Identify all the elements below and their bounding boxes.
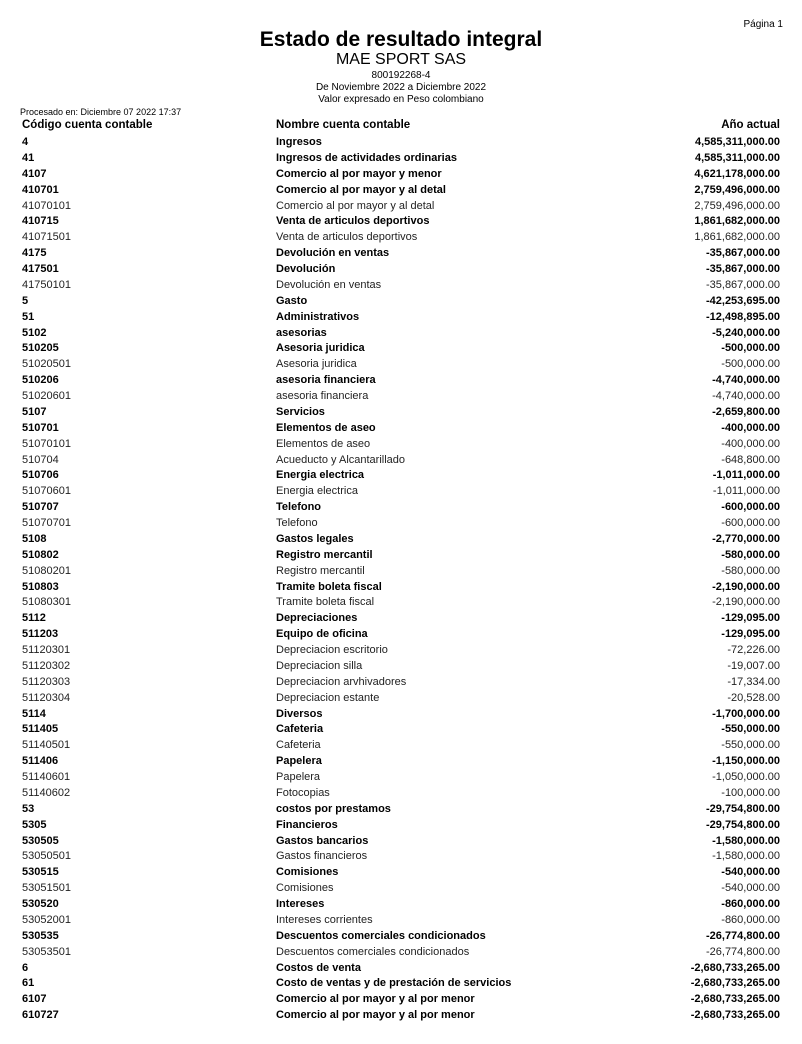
account-name: Telefono — [276, 501, 322, 514]
account-code: 51140602 — [22, 786, 71, 799]
table-row — [0, 691, 802, 707]
table-row — [0, 738, 802, 754]
table-row — [0, 548, 802, 564]
account-code: 510803 — [22, 580, 59, 593]
account-value: -1,700,000.00 — [712, 707, 780, 720]
table-row — [0, 532, 802, 548]
table-row — [0, 722, 802, 738]
account-name: Comisiones — [276, 866, 339, 879]
table-row — [0, 770, 802, 786]
account-name: Comercio al por mayor y menor — [276, 167, 442, 180]
account-name: Tramite boleta fiscal — [276, 596, 375, 609]
account-name: Descuentos comerciales condicionados — [276, 945, 470, 958]
table-header — [0, 119, 802, 135]
account-name: asesoria financiera — [276, 390, 369, 402]
account-name: Elementos de aseo — [276, 437, 371, 450]
account-name: Intereses — [276, 898, 325, 910]
table-row — [0, 357, 802, 373]
account-name: Elementos de aseo — [276, 421, 376, 434]
table-row — [0, 421, 802, 437]
account-value: -29,754,800.00 — [705, 802, 780, 815]
account-code: 5107 — [22, 405, 47, 418]
account-name: Cafeteria — [276, 739, 321, 752]
account-code: 5102 — [22, 326, 47, 339]
account-code: 510706 — [22, 469, 59, 482]
account-code: 5305 — [22, 818, 47, 831]
account-code: 41750101 — [22, 278, 71, 291]
account-value: -35,867,000.00 — [705, 247, 780, 260]
account-value: -580,000.00 — [721, 564, 780, 577]
account-code: 510707 — [22, 501, 59, 514]
account-name: Costo de ventas y de prestación de servicios — [276, 977, 512, 990]
account-code: 51070701 — [22, 517, 71, 529]
table-row — [0, 754, 802, 770]
account-code: 510802 — [22, 548, 59, 561]
account-name: asesorias — [276, 326, 327, 339]
account-name: Telefono — [276, 517, 318, 529]
account-name: Administrativos — [276, 310, 360, 323]
account-value: -2,190,000.00 — [712, 580, 780, 593]
account-name: Registro mercantil — [276, 564, 365, 577]
account-value: -35,867,000.00 — [705, 263, 780, 275]
company-name: MAE SPORT SAS — [335, 51, 467, 68]
account-value: -2,770,000.00 — [712, 532, 780, 545]
table-row — [0, 326, 802, 342]
table-row — [0, 151, 802, 167]
account-name: Comercio al por mayor y al por menor — [276, 993, 475, 1006]
report-title: Estado de resultado integral — [259, 28, 543, 51]
account-code: 510205 — [22, 342, 59, 355]
page-number: Página 1 — [743, 19, 783, 30]
table-row — [0, 1008, 802, 1024]
account-code: 417501 — [22, 263, 59, 275]
account-name: Gastos financieros — [276, 850, 368, 863]
table-row — [0, 897, 802, 913]
account-value: -2,680,733,265.00 — [690, 977, 780, 990]
table-row — [0, 453, 802, 469]
table-row — [0, 516, 802, 532]
account-value: -20,528.00 — [727, 691, 780, 704]
table-row — [0, 389, 802, 405]
account-name: Acueducto y Alcantarillado — [276, 453, 406, 466]
account-value: -540,000.00 — [721, 866, 780, 879]
column-header-name: Nombre cuenta contable — [276, 119, 411, 131]
account-value: -129,095.00 — [721, 612, 780, 625]
account-value: -4,740,000.00 — [712, 390, 780, 402]
column-header-value: Año actual — [721, 119, 780, 131]
account-value: -400,000.00 — [721, 437, 780, 450]
account-code: 51020601 — [22, 390, 71, 402]
account-code: 530535 — [22, 929, 59, 942]
account-code: 510704 — [22, 453, 59, 466]
table-row — [0, 611, 802, 627]
account-name: Depreciaciones — [276, 612, 358, 625]
account-name: Devolución en ventas — [276, 247, 390, 260]
table-row — [0, 294, 802, 310]
account-code: 53053501 — [22, 945, 71, 958]
account-code: 51 — [22, 310, 35, 323]
account-name: Venta de articulos deportivos — [276, 231, 418, 244]
table-row — [0, 468, 802, 484]
account-value: 4,585,311,000.00 — [694, 136, 780, 148]
account-code: 51120304 — [22, 691, 71, 704]
account-code: 53 — [22, 802, 35, 815]
account-value: -29,754,800.00 — [705, 818, 780, 831]
account-code: 511406 — [22, 755, 59, 768]
table-row — [0, 230, 802, 246]
table-row — [0, 278, 802, 294]
account-name: Depreciacion estante — [276, 691, 380, 704]
company-nit: 800192268-4 — [371, 70, 431, 81]
account-value: -5,240,000.00 — [712, 326, 780, 339]
account-value: -2,680,733,265.00 — [690, 1009, 780, 1022]
account-code: 5112 — [22, 612, 46, 625]
account-code: 510206 — [22, 374, 59, 387]
account-name: Comercio al por mayor y al por menor — [276, 1009, 475, 1022]
account-value: -2,190,000.00 — [712, 596, 780, 609]
account-name: Diversos — [276, 707, 323, 720]
account-code: 51120303 — [22, 675, 71, 688]
account-code: 41 — [22, 151, 35, 164]
table-row — [0, 437, 802, 453]
account-value: -26,774,800.00 — [705, 929, 780, 942]
table-row — [0, 786, 802, 802]
table-row — [0, 865, 802, 881]
account-code: 530520 — [22, 898, 59, 910]
account-value: -1,050,000.00 — [712, 771, 780, 783]
account-code: 530505 — [22, 834, 59, 847]
account-code: 41071501 — [22, 231, 71, 244]
account-name: Comisiones — [276, 882, 334, 895]
account-code: 51120302 — [22, 659, 71, 672]
table-row — [0, 929, 802, 945]
account-value: -550,000.00 — [721, 739, 780, 752]
table-row — [0, 405, 802, 421]
account-value: -600,000.00 — [721, 501, 780, 514]
account-name: costos por prestamos — [276, 802, 391, 815]
account-value: 4,585,311,000.00 — [694, 151, 780, 164]
column-header-code: Código cuenta contable — [22, 119, 153, 131]
account-name: Comercio al por mayor y al detal — [276, 199, 435, 212]
account-name: Energia electrica — [276, 485, 358, 498]
account-value: -1,011,000.00 — [712, 469, 780, 482]
table-row — [0, 849, 802, 865]
account-value: -580,000.00 — [721, 548, 780, 561]
account-code: 410701 — [22, 183, 59, 196]
account-name: Asesoria juridica — [276, 358, 357, 371]
table-row — [0, 167, 802, 183]
account-name: Gastos legales — [276, 532, 354, 545]
account-value: -500,000.00 — [721, 342, 780, 355]
table-row — [0, 675, 802, 691]
table-row — [0, 707, 802, 723]
account-name: asesoria financiera — [276, 374, 376, 387]
account-value: -860,000.00 — [721, 913, 780, 926]
account-value: -1,011,000.00 — [712, 485, 780, 498]
account-value: -129,095.00 — [721, 628, 780, 641]
account-value: -540,000.00 — [721, 882, 780, 895]
account-name: Fotocopias — [276, 786, 330, 799]
account-value: -12,498,895.00 — [705, 310, 780, 323]
table-row — [0, 643, 802, 659]
account-value: -860,000.00 — [721, 898, 780, 910]
account-code: 4 — [22, 136, 29, 148]
account-value: -35,867,000.00 — [705, 278, 780, 291]
account-name: Gasto — [276, 294, 308, 307]
account-name: Comercio al por mayor y al detal — [276, 183, 446, 196]
table-row — [0, 262, 802, 278]
account-code: 51070601 — [22, 485, 71, 498]
account-code: 53052001 — [22, 913, 71, 926]
table-row — [0, 183, 802, 199]
table-row — [0, 564, 802, 580]
account-name: Depreciacion escritorio — [276, 644, 388, 656]
account-value: -648,800.00 — [721, 453, 780, 466]
table-row — [0, 199, 802, 215]
account-code: 53050501 — [22, 850, 71, 863]
account-code: 4175 — [22, 247, 47, 260]
table-row — [0, 135, 802, 151]
account-code: 5114 — [22, 707, 46, 720]
account-value: -100,000.00 — [721, 786, 780, 799]
account-code: 511203 — [22, 628, 59, 641]
account-code: 4107 — [22, 167, 47, 180]
table-row — [0, 961, 802, 977]
account-code: 51120301 — [22, 644, 71, 656]
account-value: -600,000.00 — [721, 517, 780, 529]
account-value: -26,774,800.00 — [705, 945, 780, 958]
table-row — [0, 341, 802, 357]
account-name: Depreciacion arvhivadores — [276, 675, 407, 688]
account-name: Intereses corrientes — [276, 913, 373, 926]
table-row — [0, 834, 802, 850]
account-code: 610727 — [22, 1009, 59, 1022]
account-value: -72,226.00 — [727, 644, 780, 656]
account-value: -4,740,000.00 — [712, 374, 780, 387]
account-value: -1,580,000.00 — [712, 834, 780, 847]
account-name: Ingresos — [276, 136, 322, 148]
table-row — [0, 659, 802, 675]
account-name: Depreciacion silla — [276, 659, 363, 672]
account-name: Papelera — [276, 771, 321, 783]
account-code: 61 — [22, 977, 35, 990]
account-name: Energia electrica — [276, 469, 365, 482]
account-name: Asesoria juridica — [276, 342, 365, 355]
account-value: 2,759,496,000.00 — [694, 199, 780, 212]
account-value: -1,580,000.00 — [712, 850, 780, 863]
table-row — [0, 818, 802, 834]
account-table-body — [0, 135, 802, 1024]
account-name: Gastos bancarios — [276, 834, 369, 847]
account-code: 510701 — [22, 421, 59, 434]
account-value: 1,861,682,000.00 — [694, 215, 780, 228]
account-name: Tramite boleta fiscal — [276, 580, 382, 593]
account-code: 41070101 — [22, 199, 71, 212]
account-value: 2,759,496,000.00 — [694, 183, 780, 196]
account-name: Descuentos comerciales condicionados — [276, 929, 486, 942]
account-name: Venta de articulos deportivos — [276, 215, 430, 228]
account-code: 6 — [22, 961, 29, 974]
account-value: -1,150,000.00 — [712, 755, 780, 768]
table-row — [0, 214, 802, 230]
account-code: 51080201 — [22, 564, 71, 577]
account-code: 6107 — [22, 993, 47, 1006]
account-value: -19,007.00 — [727, 659, 780, 672]
table-row — [0, 595, 802, 611]
account-value: -400,000.00 — [721, 421, 780, 434]
account-code: 53051501 — [22, 882, 71, 895]
account-value: -42,253,695.00 — [705, 294, 780, 307]
table-row — [0, 373, 802, 389]
account-name: Registro mercantil — [276, 548, 373, 561]
table-row — [0, 881, 802, 897]
account-code: 410715 — [22, 215, 59, 228]
account-value: -2,680,733,265.00 — [690, 993, 780, 1006]
account-code: 511405 — [22, 723, 59, 736]
account-code: 51140501 — [22, 739, 71, 752]
table-row — [0, 992, 802, 1008]
table-row — [0, 500, 802, 516]
account-name: Ingresos de actividades ordinarias — [276, 151, 457, 164]
account-code: 51140601 — [22, 771, 71, 783]
account-code: 51080301 — [22, 596, 71, 609]
table-row — [0, 913, 802, 929]
table-row — [0, 484, 802, 500]
account-code: 530515 — [22, 866, 59, 879]
account-name: Equipo de oficina — [276, 628, 368, 641]
currency-note: Valor expresado en Peso colombiano — [318, 94, 484, 105]
account-name: Cafeteria — [276, 723, 324, 736]
account-code: 5 — [22, 294, 29, 307]
table-row — [0, 246, 802, 262]
account-name: Devolución — [276, 263, 336, 275]
account-name: Servicios — [276, 405, 325, 418]
account-value: -17,334.00 — [727, 675, 780, 688]
account-value: 4,621,178,000.00 — [694, 167, 780, 180]
processed-timestamp: Procesado en: Diciembre 07 2022 17:37 — [20, 107, 182, 117]
table-row — [0, 945, 802, 961]
account-code: 51070101 — [22, 437, 71, 450]
account-name: Papelera — [276, 755, 322, 768]
table-row — [0, 802, 802, 818]
account-name: Devolución en ventas — [276, 278, 382, 291]
report-period: De Noviembre 2022 a Diciembre 2022 — [315, 82, 487, 93]
table-row — [0, 976, 802, 992]
account-value: 1,861,682,000.00 — [694, 231, 780, 244]
account-value: -2,680,733,265.00 — [690, 961, 780, 974]
table-row — [0, 310, 802, 326]
account-code: 51020501 — [22, 358, 71, 371]
account-name: Financieros — [276, 818, 338, 831]
account-value: -500,000.00 — [721, 358, 780, 371]
account-name: Costos de venta — [276, 961, 361, 974]
table-row — [0, 627, 802, 643]
account-value: -2,659,800.00 — [712, 405, 780, 418]
account-code: 5108 — [22, 532, 47, 545]
account-value: -550,000.00 — [721, 723, 780, 736]
table-row — [0, 580, 802, 596]
